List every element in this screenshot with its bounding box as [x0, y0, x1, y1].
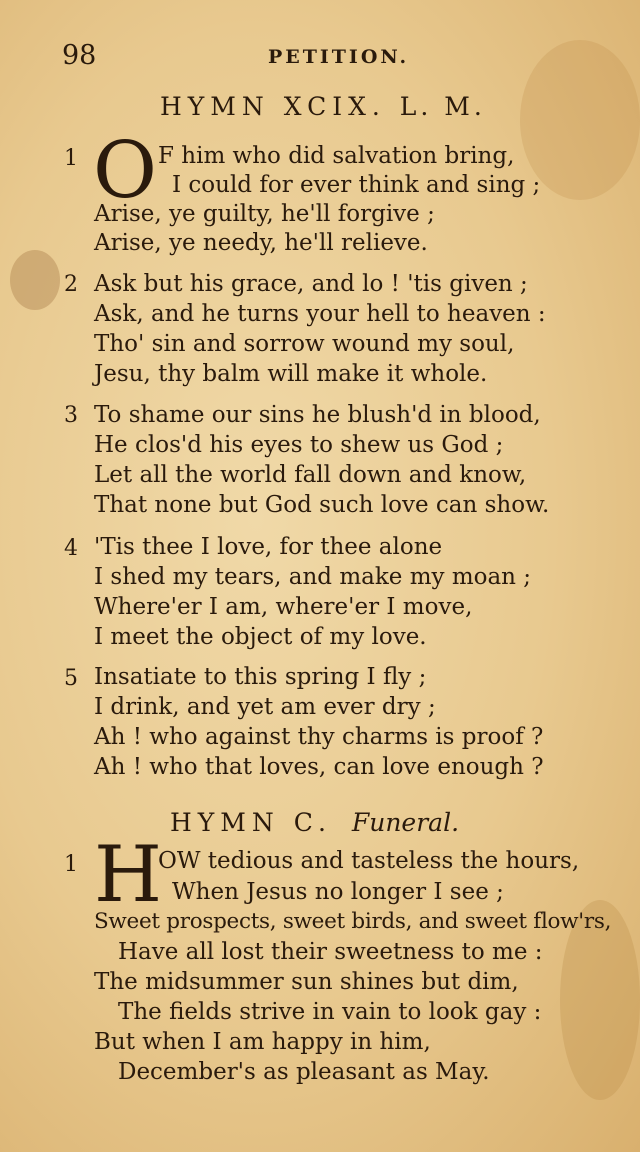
verse-line: Ask but his grace, and lo ! 'tis given ;	[94, 271, 528, 297]
drop-cap: H	[94, 830, 163, 920]
stanza-number: 4	[64, 536, 78, 561]
verse-line: Ah ! who against thy charms is proof ?	[94, 724, 544, 750]
verse-line: I shed my tears, and make my moan ;	[94, 564, 532, 590]
verse-line: Jesu, thy balm will make it whole.	[94, 361, 488, 387]
verse-line: Let all the world fall down and know,	[94, 462, 527, 488]
verse-line: Ask, and he turns your hell to heaven :	[94, 301, 546, 327]
hymn-title	[170, 808, 459, 837]
stanza-number: 1	[64, 852, 78, 877]
running-title: PETITION.	[268, 46, 410, 68]
verse-line: The fields strive in vain to look gay :	[118, 999, 542, 1025]
verse-line: The midsummer sun shines but dim,	[94, 969, 519, 995]
stanza-number: 2	[64, 272, 78, 297]
verse-line: Insatiate to this spring I fly ;	[94, 664, 427, 690]
hymn-meter: L. M.	[399, 92, 486, 121]
hymn-subtitle: Funeral.	[351, 808, 460, 837]
hymn-number: HYMN C.	[170, 808, 332, 837]
stanza-number: 5	[64, 666, 78, 691]
stanza-number: 3	[64, 403, 78, 428]
drop-cap: O	[93, 126, 157, 216]
verse-line: Ah ! who that loves, can love enough ?	[94, 754, 544, 780]
hymn-number: HYMN XCIX.	[160, 92, 386, 121]
verse-line: I drink, and yet am ever dry ;	[94, 694, 436, 720]
verse-line: Arise, ye guilty, he'll forgive ;	[94, 201, 435, 227]
verse-line: Arise, ye needy, he'll relieve.	[94, 230, 428, 256]
verse-line: Sweet prospects, sweet birds, and sweet flow'rs,	[94, 909, 612, 934]
hymn-title	[160, 92, 486, 121]
verse-line: December's as pleasant as May.	[118, 1059, 490, 1085]
verse-line: Tho' sin and sorrow wound my soul,	[94, 331, 515, 357]
verse-line: 'Tis thee I love, for thee alone	[94, 534, 443, 560]
verse-line: That none but God such love can show.	[94, 492, 550, 518]
verse-line: But when I am happy in him,	[94, 1029, 431, 1055]
stanza-number: 1	[64, 146, 78, 171]
verse-line: F him who did salvation bring,	[158, 143, 515, 169]
verse-line: When Jesus no longer I see ;	[172, 879, 504, 905]
verse-line: I could for ever think and sing ;	[172, 172, 541, 198]
verse-line: OW tedious and tasteless the hours,	[158, 848, 580, 874]
verse-line: Where'er I am, where'er I move,	[94, 594, 473, 620]
verse-line: To shame our sins he blush'd in blood,	[94, 402, 541, 428]
paper-stain	[10, 250, 60, 310]
verse-line: Have all lost their sweetness to me :	[118, 939, 543, 965]
verse-line: He clos'd his eyes to shew us God ;	[94, 432, 504, 458]
page-number: 98	[62, 40, 97, 71]
verse-line: I meet the object of my love.	[94, 624, 427, 650]
